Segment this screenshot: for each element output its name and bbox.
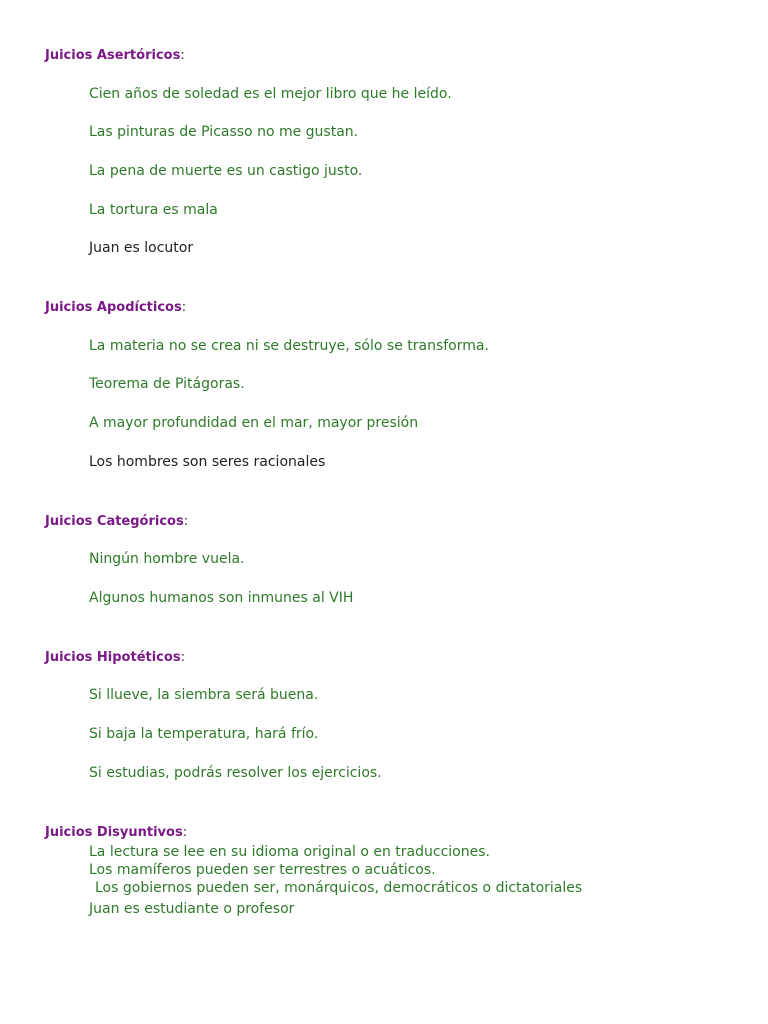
example-line: Si baja la temperatura, hará frío. (89, 726, 319, 742)
example-line: A mayor profundidad en el mar, mayor presión (89, 415, 419, 431)
example-line: La pena de muerte es un castigo justo. (89, 163, 363, 179)
example-line: Algunos humanos son inmunes al VIH (89, 590, 354, 606)
example-line: La lectura se lee en su idioma original o en traducciones. (89, 844, 490, 860)
example-line: Las pinturas de Picasso no me gustan. (89, 124, 359, 140)
example-line: Los hombres son seres racionales (89, 454, 326, 470)
section-heading-apodicticos (45, 299, 186, 316)
heading-title: Juicios Disyuntivos (45, 825, 183, 840)
example-line: Teorema de Pitágoras. (89, 376, 245, 392)
heading-colon: : (180, 650, 185, 665)
section-heading-hipoteticos (45, 649, 185, 666)
heading-colon: : (180, 48, 185, 63)
heading-title: Juicios Categóricos (45, 514, 184, 529)
example-line: La tortura es mala (89, 202, 218, 218)
heading-title: Juicios Asertóricos (45, 48, 181, 63)
example-line: Los gobiernos pueden ser, monárquicos, democráticos o dictatoriales (95, 880, 583, 896)
section-heading-asertoricos (45, 47, 185, 64)
section-heading-disyuntivos (45, 824, 187, 841)
example-line: Los mamíferos pueden ser terrestres o acuáticos. (89, 862, 436, 878)
example-line: Si llueve, la siembra será buena. (89, 687, 319, 703)
example-line: La materia no se crea ni se destruye, sólo se transforma. (89, 338, 489, 354)
heading-colon: : (181, 300, 187, 315)
section-heading-categoricos (45, 513, 188, 530)
heading-colon: : (183, 514, 189, 529)
example-line: Juan es locutor (89, 240, 194, 256)
heading-colon: : (182, 825, 188, 840)
example-line: Si estudias, podrás resolver los ejercicios. (89, 765, 382, 781)
heading-title: Juicios Hipotéticos (45, 650, 181, 665)
example-line: Ningún hombre vuela. (89, 551, 245, 567)
heading-title: Juicios Apodícticos (45, 300, 182, 315)
example-line: Juan es estudiante o profesor (89, 901, 295, 917)
example-line: Cien años de soledad es el mejor libro que he leído. (89, 86, 452, 102)
